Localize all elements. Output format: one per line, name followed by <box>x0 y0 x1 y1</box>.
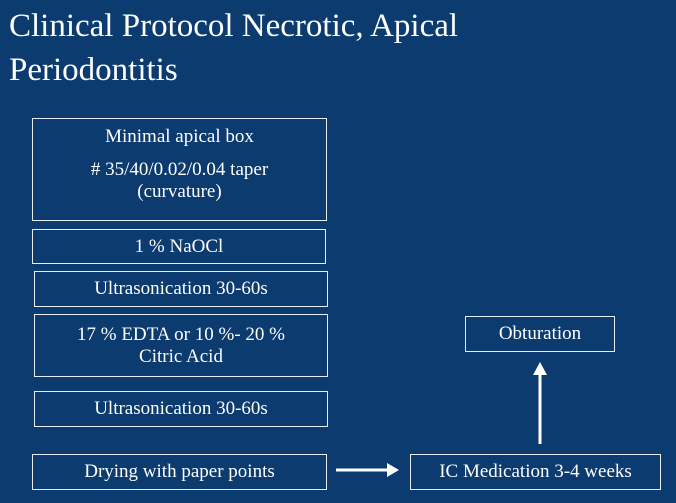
curvature-label: (curvature) <box>137 181 222 202</box>
drying-label: Drying with paper points <box>84 461 275 482</box>
edta-label-line-2: Citric Acid <box>139 345 223 367</box>
arrow-right-icon <box>336 463 399 477</box>
ultrasonication-2-label: Ultrasonication 30-60s <box>94 398 268 419</box>
title-line-2: Periodontitis <box>9 52 178 88</box>
arrow-up-icon <box>533 362 547 444</box>
ic-medication-label: IC Medication 3-4 weeks <box>439 461 632 482</box>
naocl-label: 1 % NaOCl <box>134 235 224 257</box>
taper-label: # 35/40/0.02/0.04 taper <box>90 159 269 180</box>
ultrasonication-1-label: Ultrasonication 30-60s <box>94 278 268 299</box>
title-line-1: Clinical Protocol Necrotic, Apical <box>9 8 459 44</box>
obturation-label: Obturation <box>498 323 582 344</box>
apical-box-label: Minimal apical box <box>105 126 254 147</box>
edta-label-line-1: 17 % EDTA or 10 %- 20 % <box>77 323 285 345</box>
